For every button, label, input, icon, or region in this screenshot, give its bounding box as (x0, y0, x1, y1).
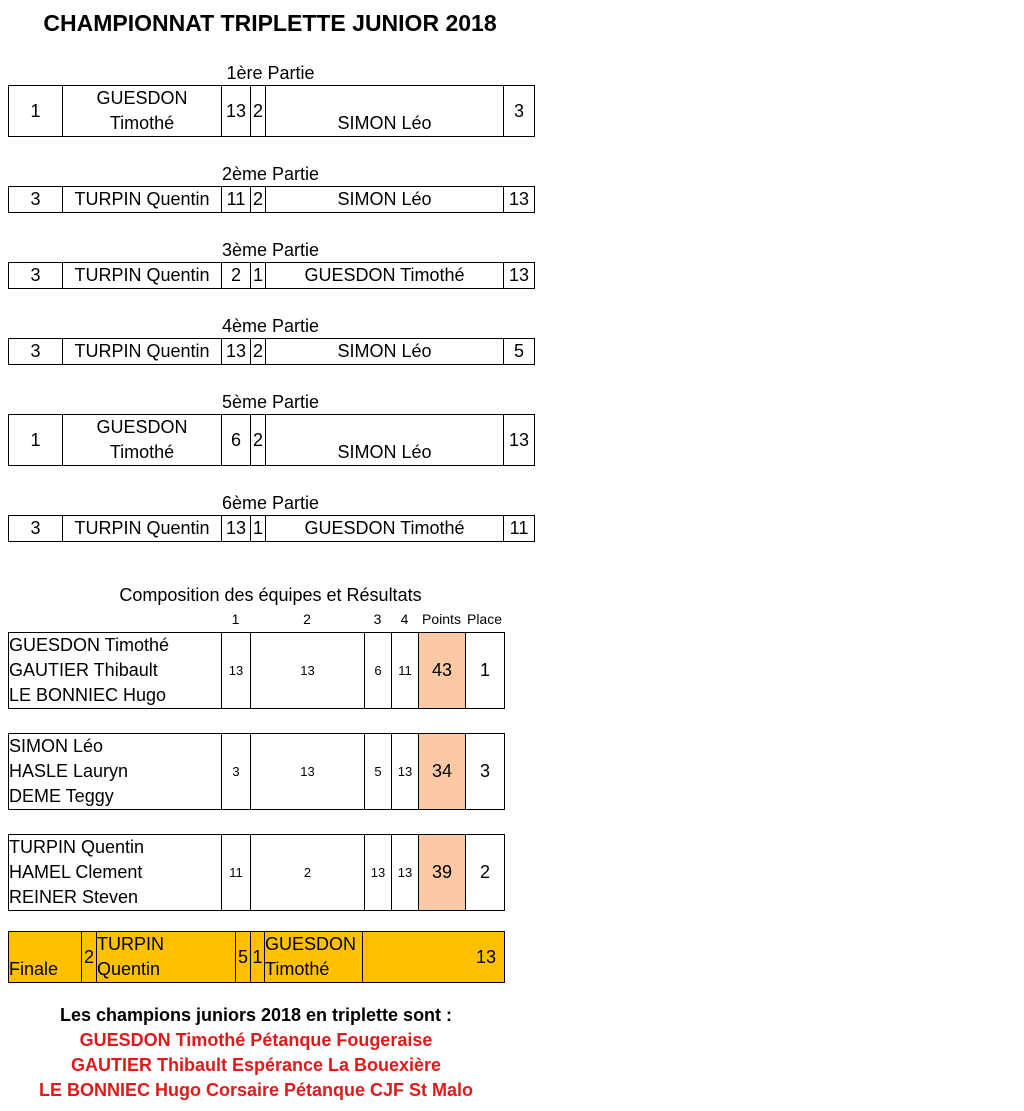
match-1-right-team: SIMON Léo (266, 86, 504, 137)
match-4-left-num: 3 (9, 339, 63, 365)
team-3-table (8, 834, 505, 911)
team-1-score-3: 6 (365, 633, 392, 709)
team-3-score-4: 13 (392, 835, 419, 911)
champion-line-3: LE BONNIEC Hugo Corsaire Pétanque CJF St Malo (38, 1080, 474, 1100)
match-4-right-team: SIMON Léo (266, 339, 504, 365)
header-points: Points (422, 611, 461, 627)
composition-title: Composition des équipes et Résultats (119, 585, 422, 605)
team-1-points: 43 (419, 633, 466, 709)
finale-right-team (265, 932, 363, 983)
champion-line-1: GUESDON Timothé Pétanque Fougeraise (79, 1030, 433, 1050)
finale-table (8, 931, 505, 983)
match-5-terrain: 2 (251, 415, 266, 466)
match-2-terrain: 2 (251, 187, 266, 213)
match-6-left-num: 3 (9, 516, 63, 542)
match-5-left-num: 1 (9, 415, 63, 466)
champions-heading: Les champions juniors 2018 en triplette sont : (59, 1005, 453, 1025)
team-2-players (9, 734, 222, 810)
match-5-table (8, 414, 535, 466)
champion-line-2: GAUTIER Thibault Espérance La Bouexière (70, 1055, 442, 1075)
finale-left-team-line-2: Quentin (97, 959, 161, 979)
team-2-score-4: 13 (392, 734, 419, 810)
finale-left-team (97, 932, 170, 983)
match-2-right-num: 13 (504, 187, 535, 213)
header-place: Place (466, 611, 503, 627)
match-6-left-team: TURPIN Quentin (63, 516, 222, 542)
match-6-table (8, 515, 535, 542)
match-4-right-num: 5 (504, 339, 535, 365)
team-1-score-1: 13 (222, 633, 251, 709)
finale-left-score: 5 (236, 932, 251, 983)
match-6-label: 6ème Partie (221, 493, 320, 513)
match-5-label: 5ème Partie (221, 392, 320, 412)
match-2-right-team: SIMON Léo (266, 187, 504, 213)
match-4-left-team: TURPIN Quentin (63, 339, 222, 365)
finale-left-num: 2 (82, 932, 97, 983)
team-2-table (8, 733, 505, 810)
team-1-players (9, 633, 222, 709)
match-3-right-num: 13 (504, 263, 535, 289)
match-3-left-team: TURPIN Quentin (63, 263, 222, 289)
match-2-table (8, 186, 535, 213)
match-1-left-num: 1 (9, 86, 63, 137)
team-3-points: 39 (419, 835, 466, 911)
team-2-place: 3 (466, 734, 505, 810)
match-6-left-score: 13 (222, 516, 251, 542)
match-5-left-team: GUESDON Timothé (63, 415, 222, 466)
match-3-left-num: 3 (9, 263, 63, 289)
finale-right-score: 13 (363, 932, 505, 983)
match-4-terrain: 2 (251, 339, 266, 365)
team-3-player-1: TURPIN Quentin (9, 837, 145, 857)
team-2-player-3: DEME Teggy (9, 786, 114, 806)
finale-terrain: 1 (251, 932, 265, 983)
match-4-left-score: 13 (222, 339, 251, 365)
match-2-left-num: 3 (9, 187, 63, 213)
finale-label: Finale (9, 932, 82, 983)
match-1-left-score: 13 (222, 86, 251, 137)
match-1-right-num: 3 (504, 86, 535, 137)
match-1-terrain: 2 (251, 86, 266, 137)
match-6-right-num: 11 (504, 516, 535, 542)
match-1-label: 1ère Partie (226, 63, 315, 83)
page-title: CHAMPIONNAT TRIPLETTE JUNIOR 2018 (43, 10, 497, 36)
team-2-score-2: 13 (251, 734, 365, 810)
team-3-player-3: REINER Steven (9, 887, 139, 907)
match-5-left-score: 6 (222, 415, 251, 466)
finale-right-team-line-1: GUESDON (265, 934, 357, 954)
team-2-player-2: HASLE Lauryn (9, 761, 129, 781)
match-4-label: 4ème Partie (221, 316, 320, 336)
team-1-player-1: GUESDON Timothé (9, 635, 170, 655)
match-5-right-num: 13 (504, 415, 535, 466)
finale-right-team-line-2: Timothé (265, 959, 330, 979)
team-2-score-1: 3 (222, 734, 251, 810)
team-3-score-1: 11 (222, 835, 251, 911)
team-3-players (9, 835, 222, 911)
match-3-table (8, 262, 535, 289)
team-2-points: 34 (419, 734, 466, 810)
header-round-4: 4 (400, 611, 409, 627)
finale-left-team-line-1: TURPIN (97, 934, 164, 954)
header-round-1: 1 (231, 611, 240, 627)
finale-left-spacer (170, 932, 236, 983)
match-1-left-team: GUESDON Timothé (63, 86, 222, 137)
match-2-label: 2ème Partie (221, 164, 320, 184)
match-3-left-score: 2 (222, 263, 251, 289)
match-6-terrain: 1 (251, 516, 266, 542)
match-4-table (8, 338, 535, 365)
team-3-score-3: 13 (365, 835, 392, 911)
team-1-score-2: 13 (251, 633, 365, 709)
match-2-left-team: TURPIN Quentin (63, 187, 222, 213)
team-1-player-3: LE BONNIEC Hugo (9, 685, 167, 705)
team-1-player-2: GAUTIER Thibault (9, 660, 158, 680)
match-3-right-team: GUESDON Timothé (266, 263, 504, 289)
team-3-place: 2 (466, 835, 505, 911)
match-1-table (8, 85, 535, 137)
team-3-score-2: 2 (251, 835, 365, 911)
match-5-right-team: SIMON Léo (266, 415, 504, 466)
match-3-terrain: 1 (251, 263, 266, 289)
team-2-player-1: SIMON Léo (9, 736, 104, 756)
team-1-place: 1 (466, 633, 505, 709)
header-round-3: 3 (373, 611, 382, 627)
team-1-score-4: 11 (392, 633, 419, 709)
match-6-right-team: GUESDON Timothé (266, 516, 504, 542)
team-3-player-2: HAMEL Clement (9, 862, 143, 882)
match-2-left-score: 11 (222, 187, 251, 213)
match-3-label: 3ème Partie (221, 240, 320, 260)
team-1-table (8, 632, 505, 709)
team-2-score-3: 5 (365, 734, 392, 810)
header-round-2: 2 (303, 611, 311, 627)
